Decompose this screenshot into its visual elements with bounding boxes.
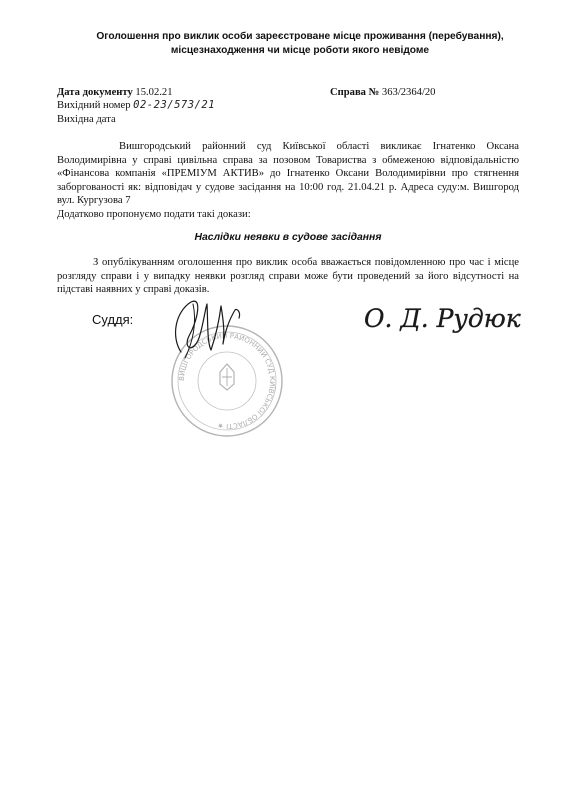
title-line-2: місцезнаходження чи місце роботи якого невідоме (170, 45, 430, 56)
svg-text:ВИШГОРОДСЬКИЙ РАЙОННИЙ СУД КИЇ: ВИШГОРОДСЬКИЙ РАЙОННИЙ СУД КИЇВСЬКОЇ ОБЛАСТІ ★ (177, 331, 277, 431)
date-value: 15.02.21 (135, 87, 173, 98)
case-block (330, 86, 435, 100)
document-title (80, 30, 520, 58)
case-value: 363/2364/20 (381, 87, 436, 98)
title-line-1: Оголошення про виклик особи зареєстроване місце проживання (перебування), (96, 31, 504, 42)
case-label: Справа № (330, 87, 380, 98)
outgoing-date-label: Вихідна дата (57, 114, 116, 125)
outgoing-number-label: Вихідний номер (57, 100, 131, 111)
date-block (57, 86, 172, 100)
summons-paragraph: Вишгородський районний суд Київської області викликає Ігнатенко Оксана Володимирівна у справі цивільна справа за позовом Товариства з обмеженою відповідальністю «Фінансова компанія «ПРЕМІУМ АКТИВ» до Ігнатенко Оксани Володимирівни про стягнення заборгованості як: відповідач у судове засідання на 10:00 год. 21.04.21 р. Адреса суду:м. Вишгород вул. Кургузова 7 (57, 141, 519, 207)
judge-label: Суддя: (92, 312, 134, 327)
evidence-paragraph: Додатково пропонуємо подати такі докази: (57, 209, 251, 220)
outgoing-number-block (57, 99, 215, 113)
judge-signature-scribble (163, 292, 245, 364)
judge-handwritten-name-text: О. Д. Рудюк (364, 304, 521, 333)
consequences-heading: Наслідки неявки в судове засідання (194, 232, 382, 243)
date-label: Дата документу (57, 87, 133, 98)
consequences-paragraph: З опублікуванням оголошення про виклик особа вважається повідомленною про час і місце розгляду справи і у випадку неявки розгляд справи може бути проведений за його відсутності на підставі наявних у справі доказів. (57, 257, 519, 296)
outgoing-date-block (57, 113, 116, 127)
judge-handwritten-name (360, 296, 530, 340)
outgoing-number-value: 02-23/573/21 (133, 99, 216, 111)
